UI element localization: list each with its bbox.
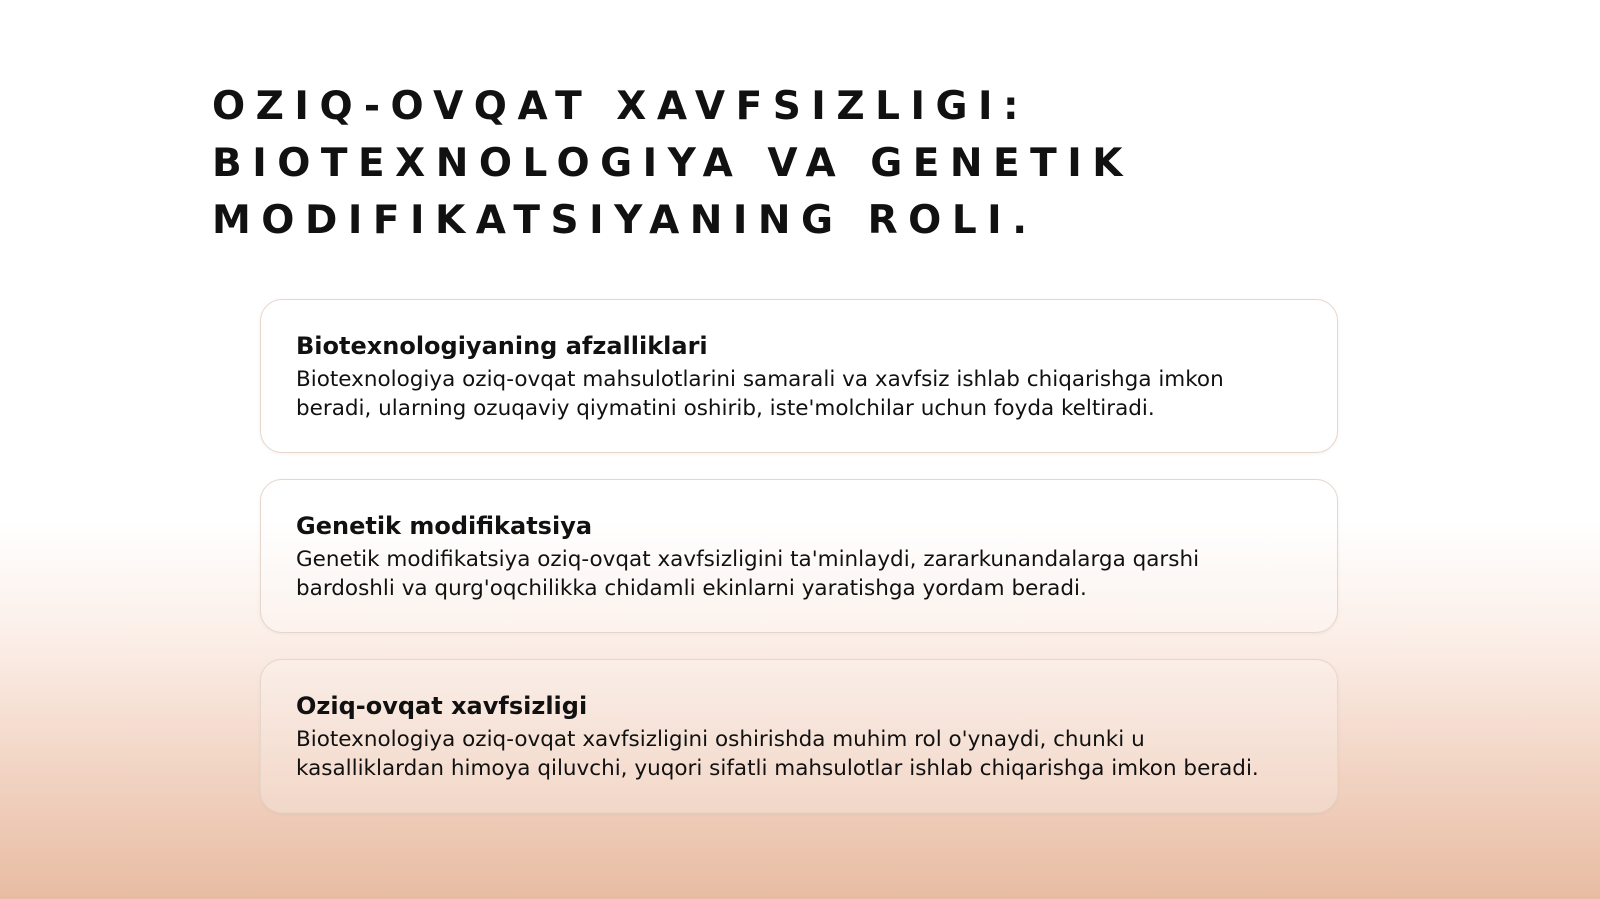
card-genetic-modification: [260, 479, 1338, 633]
card-body-line: Biotexnologiya oziq-ovqat mahsulotlarini samarali va xavfsiz ishlab chiqarishga imkon: [296, 367, 1224, 392]
card-heading: Genetik modifikatsiya: [296, 512, 593, 540]
card-body-line: beradi, ularning ozuqaviy qiymatini oshirib, iste'molchilar uchun foyda keltiradi.: [296, 396, 1155, 421]
card-food-safety: [260, 659, 1338, 813]
card-body-line: bardoshli va qurg'oqchilikka chidamli ekinlarni yaratishga yordam beradi.: [296, 576, 1087, 601]
card-body-line: Biotexnologiya oziq-ovqat xavfsizligini oshirishda muhim rol o'ynaydi, chunki u: [296, 727, 1145, 752]
card-body: [296, 725, 1316, 783]
card-body: [296, 545, 1316, 603]
slide-title-line: MODIFIKATSIYANING ROLI.: [212, 198, 1038, 243]
slide-title-line: BIOTEXNOLOGIYA VA GENETIK: [212, 141, 1133, 186]
slide-title: [212, 78, 1362, 249]
card-body-line: kasalliklardan himoya qiluvchi, yuqori sifatli mahsulotlar ishlab chiqarishga imkon beradi.: [296, 756, 1259, 781]
card-heading: Oziq-ovqat xavfsizligi: [296, 692, 588, 720]
card-heading: Biotexnologiyaning afzalliklari: [296, 332, 708, 360]
card-biotechnology-benefits: [260, 299, 1338, 453]
card-body: [296, 365, 1316, 423]
card-body-line: Genetik modifikatsiya oziq-ovqat xavfsizligini ta'minlaydi, zararkunandalarga qarshi: [296, 547, 1200, 572]
slide-title-line: OZIQ-OVQAT XAVFSIZLIGI:: [212, 84, 1030, 129]
